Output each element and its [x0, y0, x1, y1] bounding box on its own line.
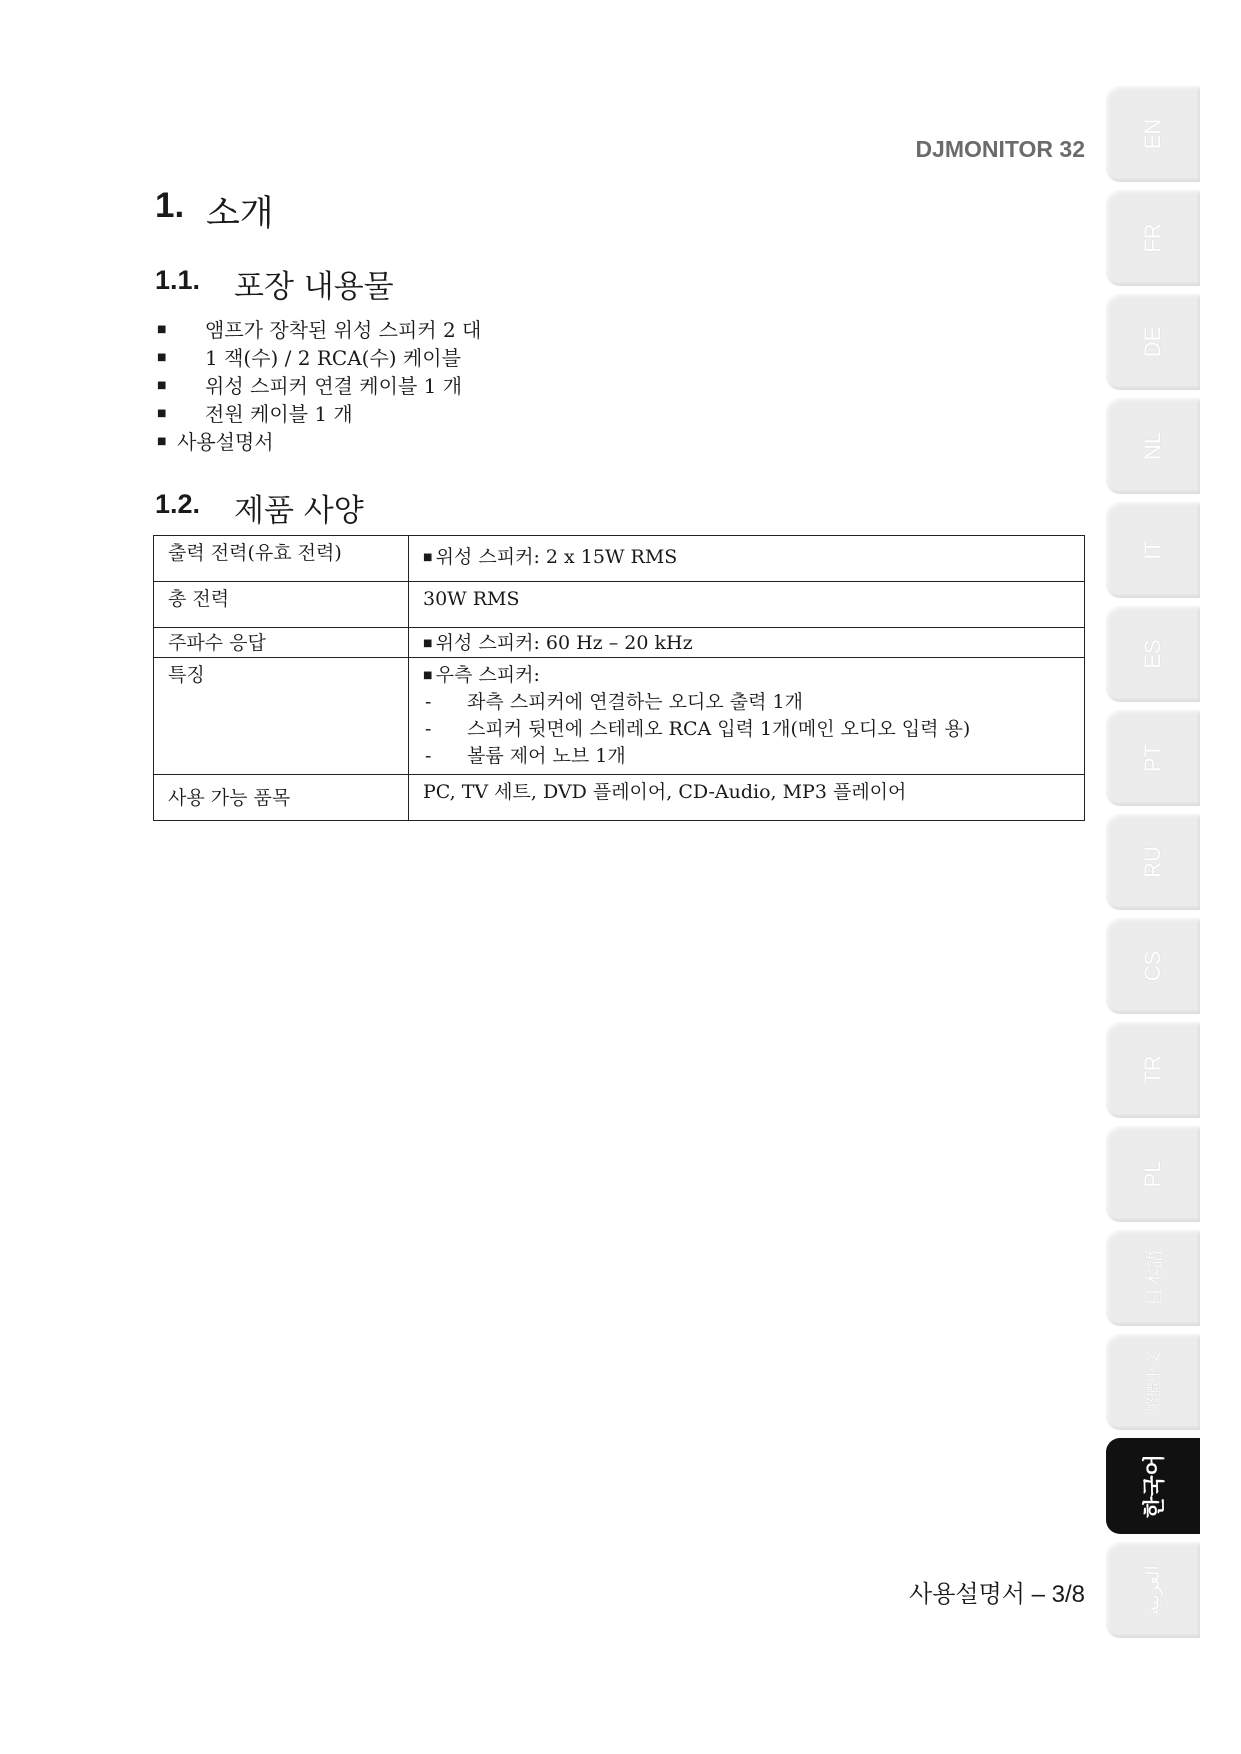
tab-label: NL — [1140, 431, 1165, 461]
spec-value — [409, 658, 1085, 775]
tab-label: PL — [1140, 1160, 1165, 1188]
tab-ar[interactable] — [1106, 1542, 1200, 1638]
tab-ko[interactable] — [1106, 1438, 1200, 1534]
table-row — [154, 628, 1085, 658]
table-row — [154, 775, 1085, 821]
spec-label: 출력 전력(유효 전력) — [154, 536, 409, 582]
list-item: ■ 위성 스피커 연결 케이블 1 개 — [155, 372, 481, 400]
tab-label: FR — [1140, 223, 1165, 253]
tab-de[interactable] — [1106, 294, 1200, 390]
spec-value-text: ■ 우측 스피커: — [423, 662, 1070, 689]
spec-value-text: ■ 위성 스피커: 2 x 15W RMS — [423, 546, 677, 568]
tab-label: PT — [1140, 743, 1165, 773]
table-row — [154, 582, 1085, 628]
tab-pt[interactable] — [1106, 710, 1200, 806]
spec-value: 30W RMS — [409, 582, 1085, 628]
tab-label: RU — [1140, 846, 1165, 878]
spec-label: 총 전력 — [154, 582, 409, 628]
list-item: ■ 앰프가 장착된 위성 스피커 2 대 — [155, 316, 481, 344]
spec-value: PC, TV 세트, DVD 플레이어, CD-Audio, MP3 플레이어 — [409, 775, 1085, 821]
section-1-1-number: 1.1. — [155, 265, 201, 295]
table-row — [154, 536, 1085, 582]
tab-es[interactable] — [1106, 606, 1200, 702]
tab-label: CS — [1140, 950, 1165, 982]
section-1-1-heading — [155, 261, 394, 306]
spec-label: 주파수 응답 — [154, 628, 409, 658]
spec-label: 사용 가능 품목 — [154, 775, 409, 821]
footer-label: 사용설명서 — [909, 1580, 1025, 1608]
feature-subitem: - 스피커 뒷면에 스테레오 RCA 입력 1개(메인 오디오 입력 용) — [423, 716, 1070, 743]
specifications-table — [153, 535, 1085, 821]
page-footer — [850, 1574, 1085, 1609]
spec-label: 특징 — [154, 658, 409, 775]
tab-label: DE — [1140, 326, 1165, 358]
tab-zh-tw[interactable] — [1106, 1334, 1200, 1430]
header-product-name: DJMONITOR 32 — [915, 136, 1085, 162]
tab-ja[interactable] — [1106, 1230, 1200, 1326]
tab-nl[interactable] — [1106, 398, 1200, 494]
tab-label: 日本語 — [1144, 1249, 1166, 1307]
tab-label: EN — [1140, 118, 1165, 150]
tab-it[interactable] — [1106, 502, 1200, 598]
section-1-1-title: 포장 내용물 — [234, 269, 394, 305]
tab-en[interactable] — [1106, 86, 1200, 182]
tab-label: TR — [1140, 1055, 1165, 1085]
section-1-title: 소개 — [206, 194, 274, 234]
spec-value — [409, 536, 1085, 582]
section-1-heading — [155, 186, 274, 236]
tab-label: 한국어 — [1141, 1454, 1167, 1518]
list-item: ■ 전원 케이블 1 개 — [155, 400, 481, 428]
table-row — [154, 658, 1085, 775]
tab-tr[interactable] — [1106, 1022, 1200, 1118]
section-1-2-number: 1.2. — [155, 489, 201, 519]
package-contents-list — [155, 316, 481, 456]
list-item: ■ 1 잭(수) / 2 RCA(수) 케이블 — [155, 344, 481, 372]
section-1-number: 1. — [155, 186, 185, 225]
spec-value — [409, 628, 1085, 658]
page-number: 3/8 — [1051, 1581, 1085, 1608]
tab-cs[interactable] — [1106, 918, 1200, 1014]
footer-separator: – — [1024, 1581, 1052, 1608]
section-1-2-title: 제품 사양 — [234, 493, 364, 529]
feature-subitem: - 볼륨 제어 노브 1개 — [423, 743, 1070, 770]
tab-label: ES — [1140, 639, 1165, 669]
tab-label: 繁體中文 — [1145, 1351, 1163, 1413]
spec-value-text: ■ 위성 스피커: 60 Hz – 20 kHz — [423, 632, 693, 654]
section-1-2-heading — [155, 485, 364, 530]
feature-subitem: - 좌측 스피커에 연결하는 오디오 출력 1개 — [423, 689, 1070, 716]
list-item: ■ 사용설명서 — [155, 428, 481, 456]
tab-label: العربية — [1142, 1565, 1163, 1615]
tab-fr[interactable] — [1106, 190, 1200, 286]
tab-pl[interactable] — [1106, 1126, 1200, 1222]
tab-ru[interactable] — [1106, 814, 1200, 910]
tab-label: IT — [1140, 540, 1165, 560]
